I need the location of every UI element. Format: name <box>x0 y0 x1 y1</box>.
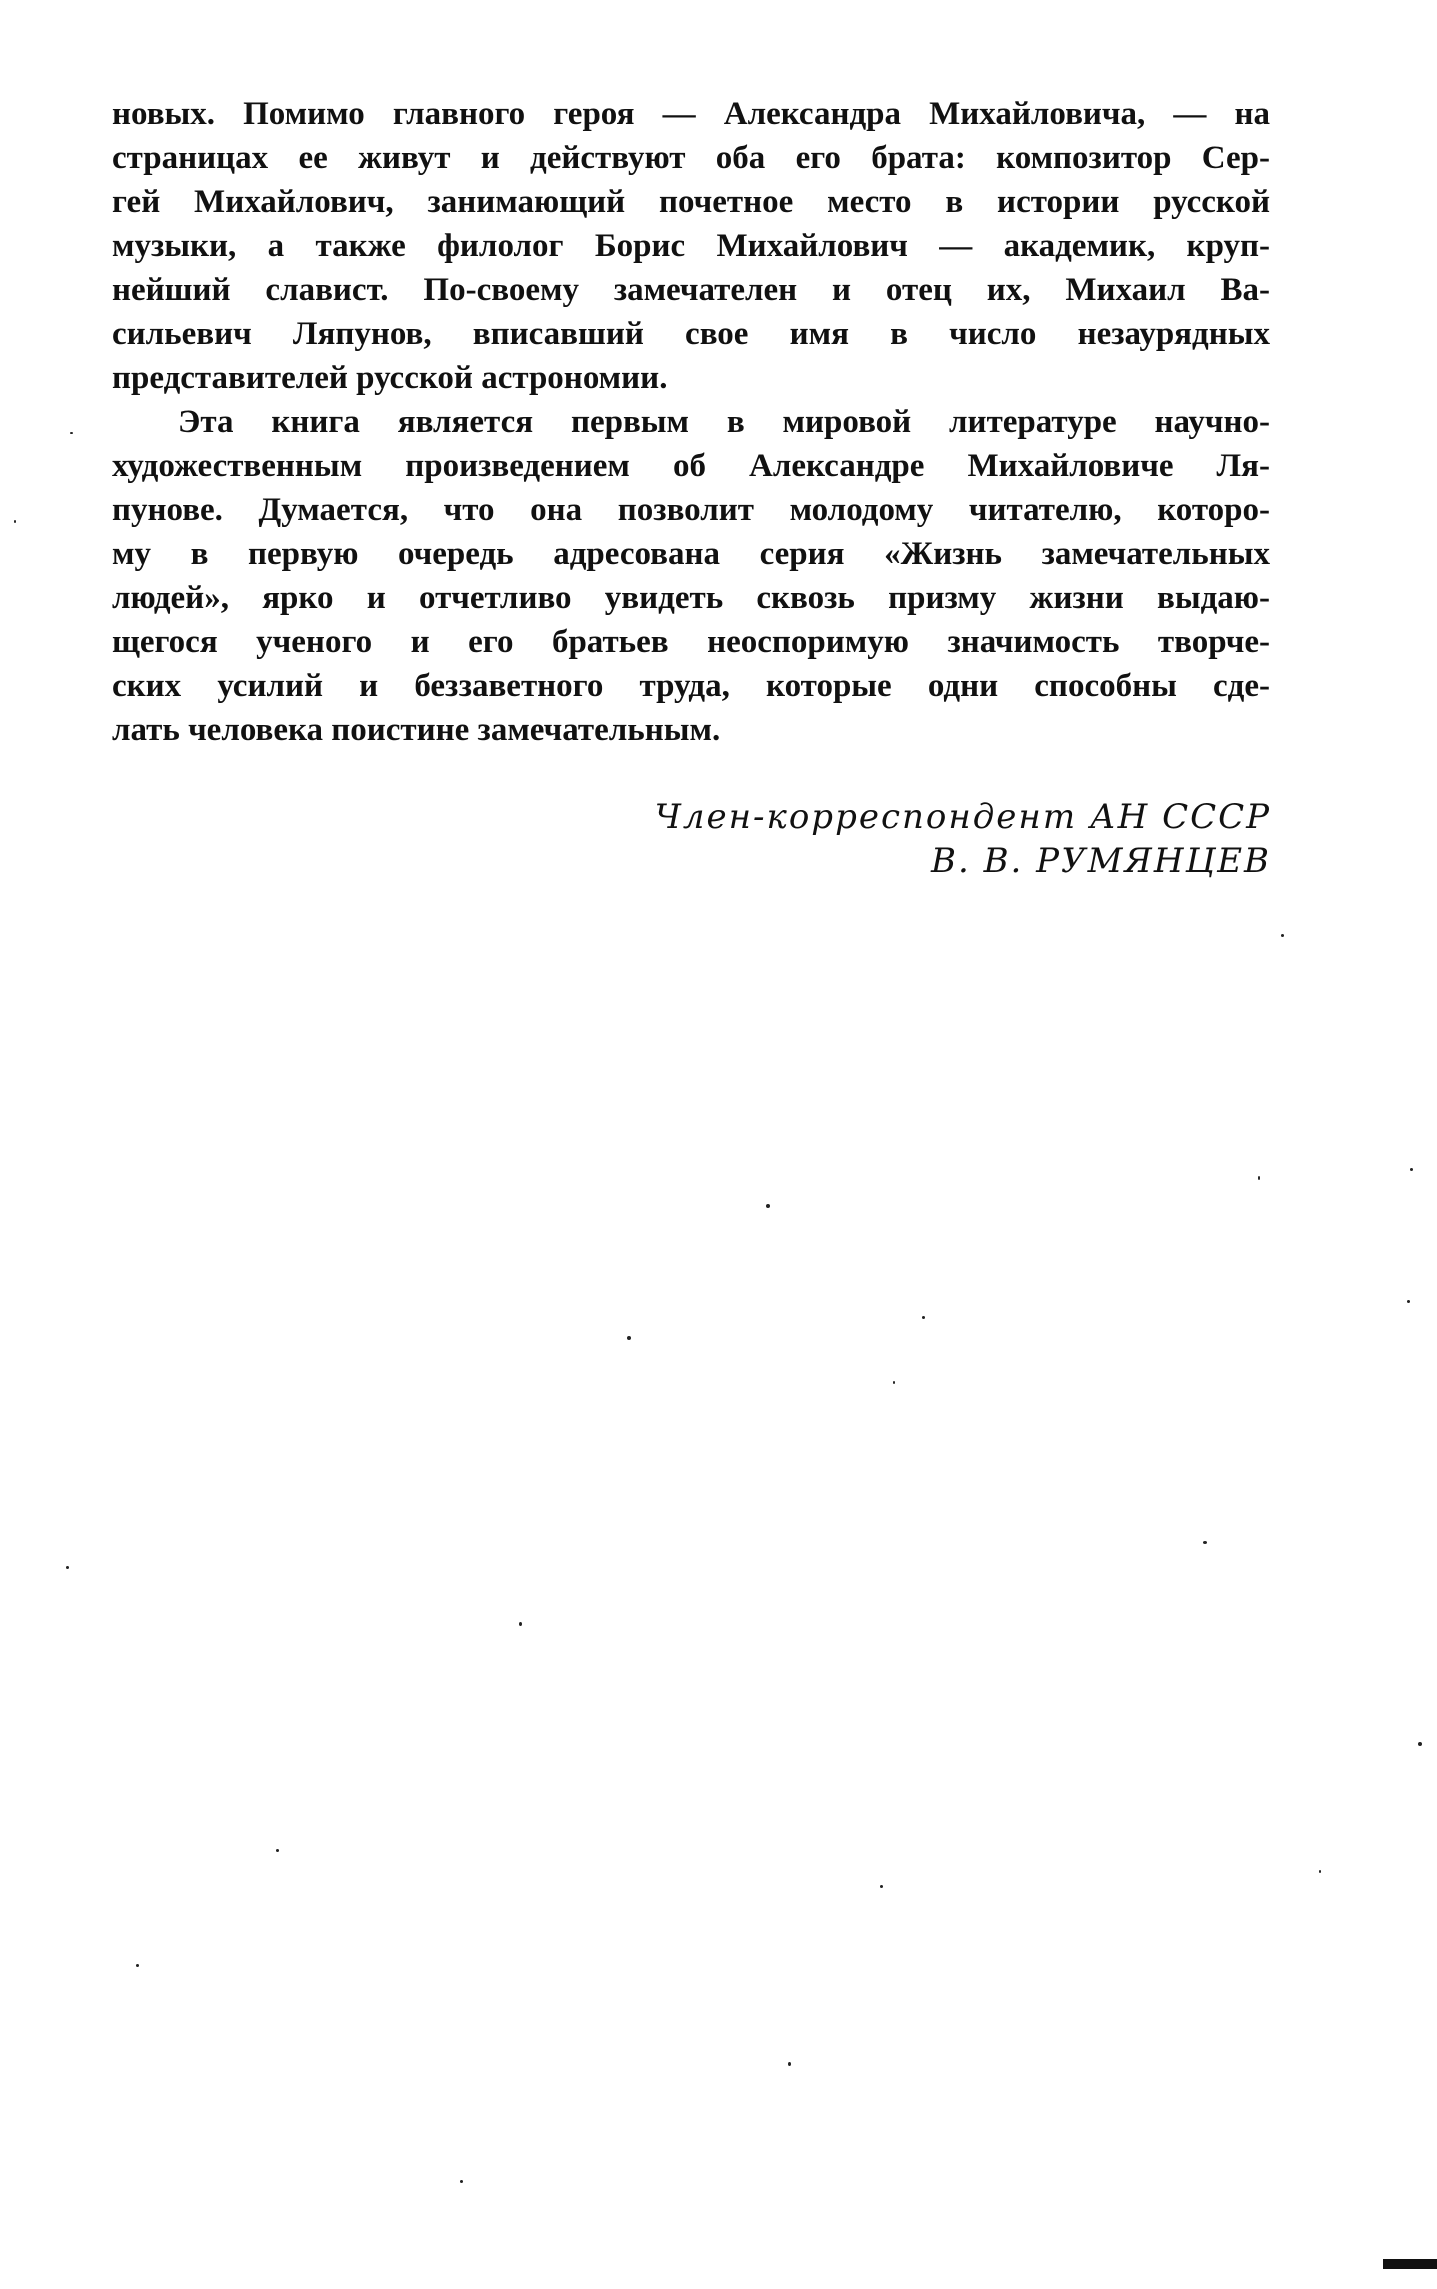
scan-speck <box>1410 1168 1413 1171</box>
paragraph-2 <box>112 400 1270 752</box>
scan-speck <box>1258 1176 1260 1180</box>
scan-speck <box>1203 1541 1207 1544</box>
scan-speck <box>519 1622 522 1626</box>
foreword-text <box>112 92 1270 752</box>
scan-speck <box>893 1381 895 1384</box>
text-line: нейший славист. По-своему замечателен и отец их, Михаил Ва- <box>112 272 1270 308</box>
scan-speck <box>14 520 16 523</box>
scan-speck <box>276 1849 279 1852</box>
text-line: Эта книга является первым в мировой литературе научно- <box>178 404 1270 440</box>
scan-speck <box>788 2062 791 2066</box>
text-line: представителей русской астрономии. <box>112 360 668 396</box>
scan-speck <box>1418 1742 1422 1746</box>
scan-speck <box>627 1336 631 1340</box>
signature-title: Член-корреспондент АН СССР <box>654 797 1271 837</box>
text-line: художественным произведением об Александре Михайловиче Ля- <box>112 448 1270 484</box>
text-line: гей Михайлович, занимающий почетное место в истории русской <box>112 184 1270 220</box>
text-line: людей», ярко и отчетливо увидеть сквозь призму жизни выдаю- <box>112 580 1270 616</box>
text-line: сильевич Ляпунов, вписавший свое имя в число незаурядных <box>112 316 1270 352</box>
signature-block <box>655 795 1271 883</box>
scan-speck <box>880 1885 883 1888</box>
scan-speck <box>766 1204 770 1208</box>
scan-speck <box>136 1964 139 1967</box>
text-line: ских усилий и беззаветного труда, которые одни способны сде- <box>112 668 1270 704</box>
scan-speck <box>922 1316 925 1319</box>
scan-speck <box>460 2180 463 2183</box>
text-line: новых. Помимо главного героя — Александра Михайловича, — на <box>112 96 1270 132</box>
text-line: лать человека поистине замечательным. <box>112 712 721 748</box>
paragraph-1 <box>112 92 1270 400</box>
scan-speck <box>1319 1870 1321 1873</box>
scan-speck <box>1281 934 1284 937</box>
scan-edge-mark <box>1383 2259 1437 2269</box>
text-line: музыки, а также филолог Борис Михайлович — академик, круп- <box>112 228 1270 264</box>
text-line: щегося ученого и его братьев неоспоримую значимость творче- <box>112 624 1270 660</box>
text-line: му в первую очередь адресована серия «Жизнь замечательных <box>112 536 1270 572</box>
scan-speck <box>1407 1300 1410 1303</box>
scan-speck <box>70 432 73 434</box>
signature-name: В. В. РУМЯНЦЕВ <box>930 841 1271 881</box>
text-line: страницах ее живут и действуют оба его брата: композитор Сер- <box>112 140 1270 176</box>
scan-speck <box>66 1566 69 1569</box>
text-line: пунове. Думается, что она позволит молодому читателю, которо- <box>112 492 1270 528</box>
